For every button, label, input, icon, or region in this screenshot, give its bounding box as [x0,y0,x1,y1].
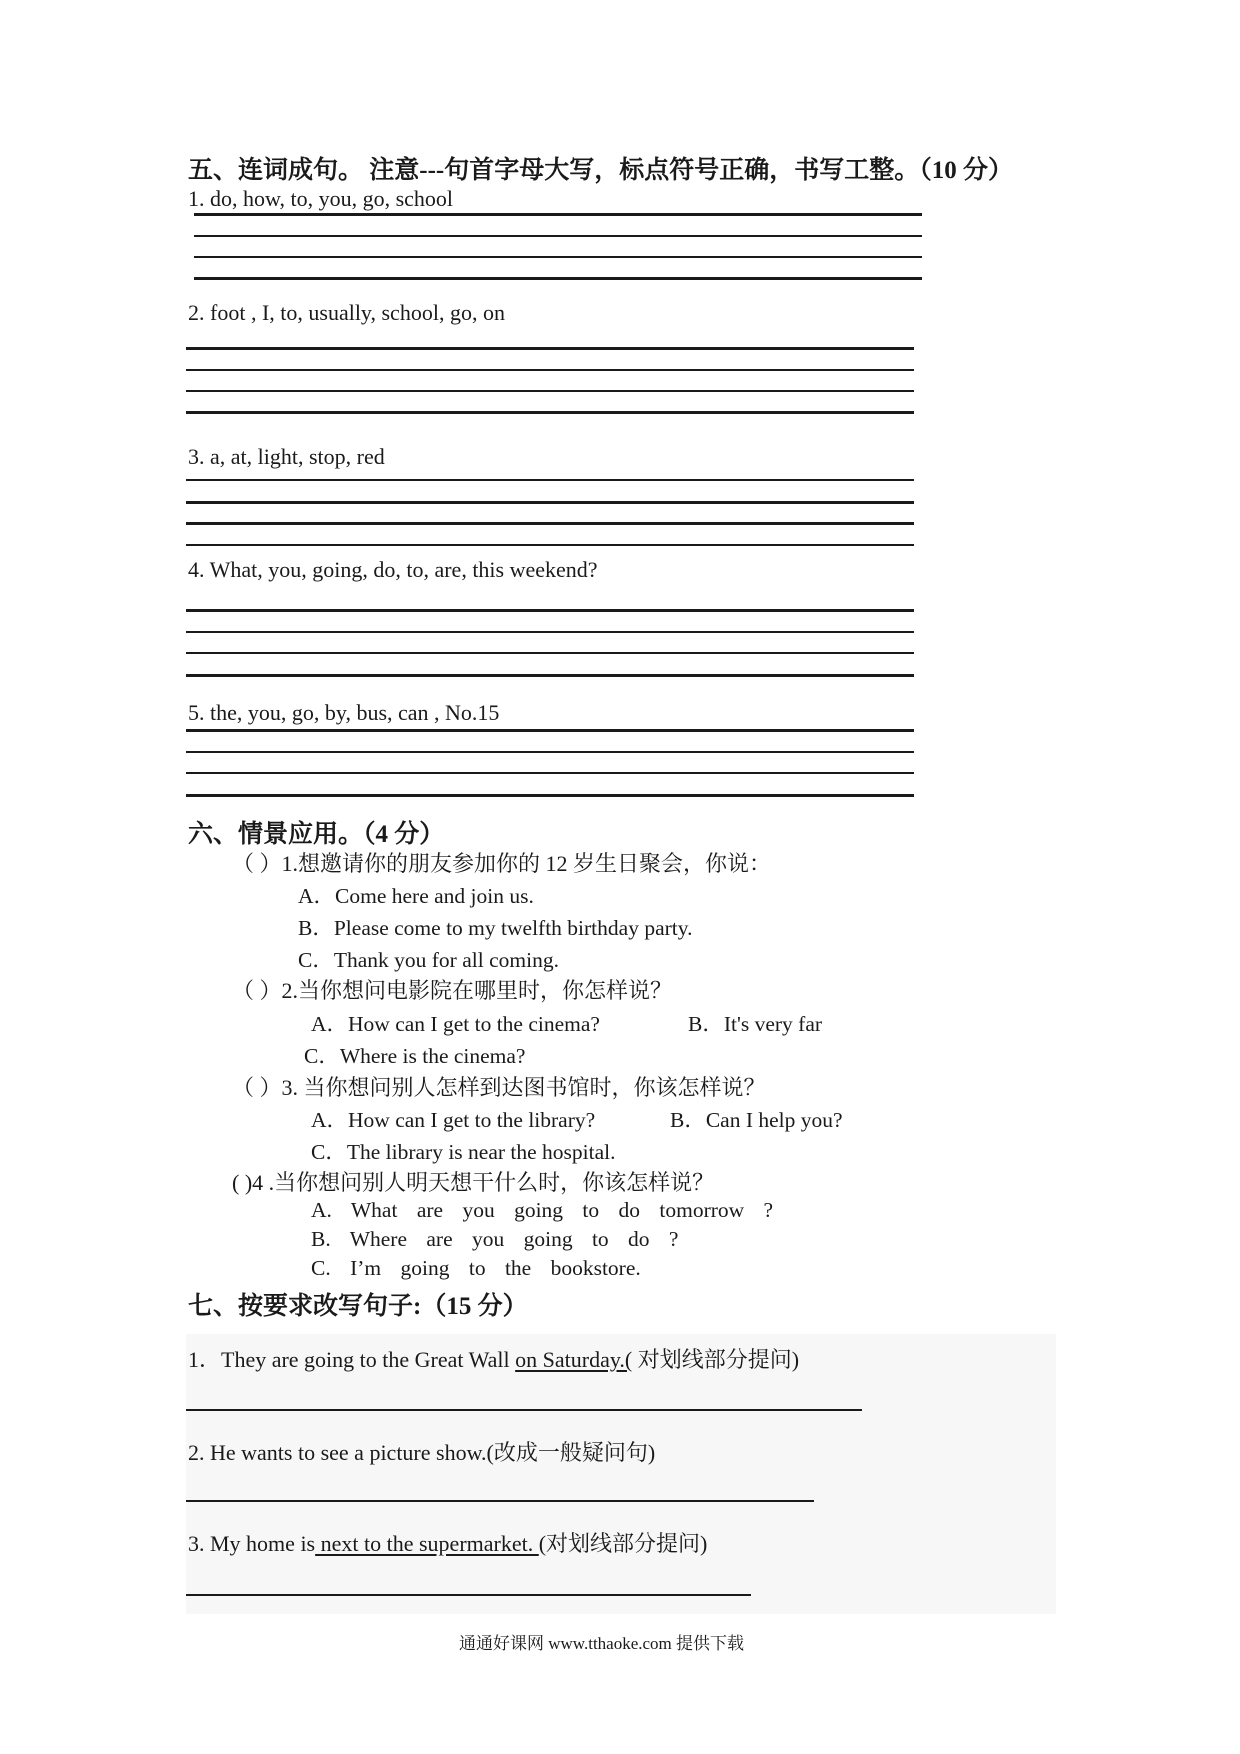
section6-q2-option-a: A．How can I get to the cinema? [311,1012,600,1036]
section6-q4-prompt: ( )4 .当你想问别人明天想干什么时，你该怎样说？ [232,1170,715,1195]
section7-item-1-text: 1．They are going to the Great Wall [188,1347,516,1372]
section6-heading: 六、情景应用。（4 分） [188,821,445,848]
section6-q2-option-b: B．It's very far [688,1012,823,1036]
section6-q4-option-a: A. What are you going to do tomorrow ? [311,1198,774,1222]
shaded-panel [186,1334,1056,1614]
section6-q3-option-b: B．Can I help you? [670,1108,843,1132]
section5-heading: 五、连词成句。 注意---句首字母大写，标点符号正确，书写工整。（10 分） [188,157,1013,184]
section7-item-3 [188,1527,707,1558]
answer-line [186,501,914,504]
answer-line [186,652,914,654]
underlined-part: next to the supermarket. [315,1531,539,1556]
section7-item-3-text: 3. My home is [188,1531,316,1556]
section6-q1-option-b: B．Please come to my twelfth birthday party. [298,916,693,940]
section6-q4-option-b: B. Where are you going to do ? [311,1227,679,1251]
answer-line [186,479,914,481]
section6-q3-prompt: （ ）3. 当你想问别人怎样到达图书馆时，你该怎样说？ [232,1075,766,1100]
answer-line [194,235,922,237]
answer-line [186,674,914,677]
section7-item-3-instruction: (对划线部分提问) [538,1531,708,1556]
answer-line [186,369,914,371]
answer-line [186,609,914,612]
answer-line [186,751,914,753]
underlined-part: on Saturday.( [515,1347,633,1372]
answer-line [186,411,914,414]
section7-item-1-instruction: 对划线部分提问) [632,1347,800,1372]
section5-item-1: 1. do, how, to, you, go, school [188,186,454,211]
answer-line [186,544,914,546]
answer-line [186,1594,751,1596]
answer-line [194,256,922,258]
answer-line [186,1409,862,1411]
answer-line [186,390,914,392]
answer-line [186,1500,814,1502]
answer-line [186,631,914,633]
answer-line [194,213,922,216]
section5-item-5: 5. the, you, go, by, bus, can , No.15 [188,700,500,725]
section6-q2-option-c: C．Where is the cinema? [304,1044,526,1068]
answer-line [186,522,914,525]
section6-q3-option-c: C．The library is near the hospital. [311,1140,616,1164]
section7-item-2: 2. He wants to see a picture show.(改成一般疑问句) [188,1440,656,1465]
section5-item-3: 3. a, at, light, stop, red [188,444,385,469]
section6-q2-prompt: （ ）2.当你想问电影院在哪里时，你怎样说？ [232,978,673,1003]
section6-q4-option-c: C. I’m going to the bookstore. [311,1256,641,1280]
answer-line [186,347,914,350]
section7-heading: 七、按要求改写句子:（15 分） [188,1293,528,1320]
footer-text: 通通好课网 www.tthaoke.com 提供下载 [459,1634,745,1653]
section6-q1-option-a: A．Come here and join us. [298,884,534,908]
section5-item-2: 2. foot , I, to, usually, school, go, on [188,300,505,325]
section5-item-4: 4. What, you, going, do, to, are, this weekend? [188,557,598,582]
answer-line [186,794,914,797]
answer-line [186,772,914,774]
answer-line [194,277,922,280]
section6-q1-option-c: C．Thank you for all coming. [298,948,559,972]
section7-item-1 [188,1343,799,1374]
answer-line [186,729,914,732]
section6-q1-prompt: （ ）1.想邀请你的朋友参加你的 12 岁生日聚会，你说： [232,851,772,876]
section6-q3-option-a: A．How can I get to the library? [311,1108,596,1132]
